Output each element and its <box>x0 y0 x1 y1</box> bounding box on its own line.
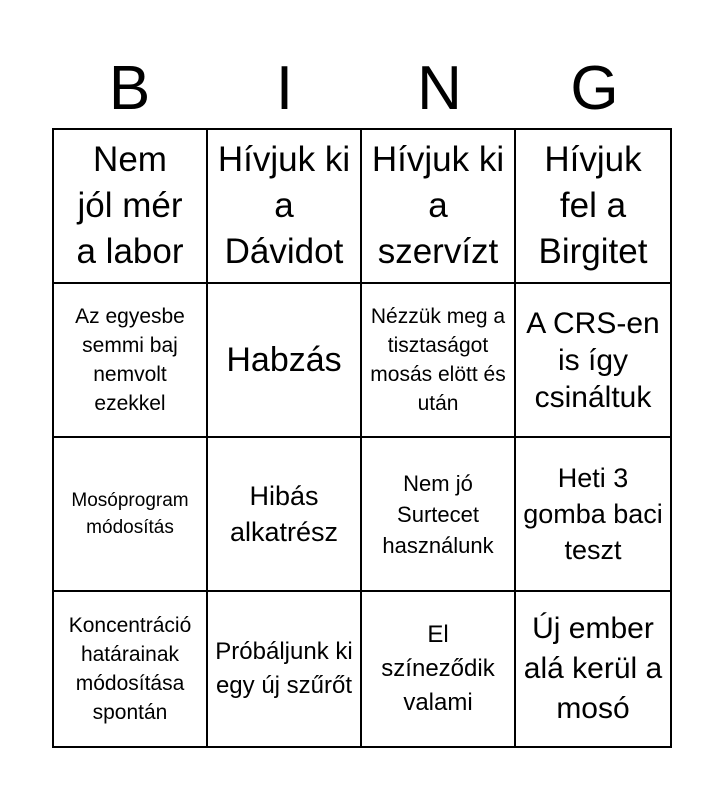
cell-text: Nem jól mér a labor <box>76 140 184 271</box>
cell-text: Hibás alkatrész <box>229 481 339 547</box>
bingo-cell-13[interactable] <box>54 592 208 746</box>
bingo-cell-8[interactable] <box>516 284 670 438</box>
bingo-cell-6[interactable] <box>208 284 362 438</box>
cell-text: Új ember alá kerül a mosó <box>523 612 663 725</box>
bingo-cell-14[interactable] <box>208 592 362 746</box>
header-letter-b: B <box>108 54 151 123</box>
cell-text: Heti 3 gomba baci teszt <box>523 463 663 565</box>
bingo-header <box>52 50 672 128</box>
bingo-cell-12[interactable] <box>516 438 670 592</box>
bingo-cell-16[interactable] <box>516 592 670 746</box>
bingo-cell-4[interactable] <box>516 130 670 284</box>
header-letter-n: N <box>417 54 462 123</box>
cell-text: Az egyesbe semmi baj nemvolt ezekkel <box>75 305 185 415</box>
cell-text: Habzás <box>226 341 342 379</box>
cell-text: Nem jó Surtecet használunk <box>382 470 494 558</box>
cell-text: Nézzük meg a tisztaságot mosás elött és után <box>370 305 506 415</box>
header-letter-i: I <box>275 54 294 123</box>
bingo-cell-10[interactable] <box>208 438 362 592</box>
bingo-cell-15[interactable] <box>362 592 516 746</box>
bingo-cell-3[interactable] <box>362 130 516 284</box>
cell-text: El színeződik valami <box>381 621 495 716</box>
bingo-cell-7[interactable] <box>362 284 516 438</box>
cell-text: Hívjuk fel a Birgitet <box>538 140 648 271</box>
cell-text: A CRS-en is így csináltuk <box>526 306 660 414</box>
bingo-cell-2[interactable] <box>208 130 362 284</box>
bingo-grid <box>52 128 672 748</box>
cell-text: Hívjuk ki a szervízt <box>371 140 505 271</box>
bingo-cell-5[interactable] <box>54 284 208 438</box>
cell-text: Koncentráció határainak módosítása spontán <box>68 614 192 724</box>
cell-text: Mosóprogram módosítás <box>71 490 189 538</box>
header-letter-g: G <box>570 54 619 123</box>
bingo-cell-1[interactable] <box>54 130 208 284</box>
bingo-cell-9[interactable] <box>54 438 208 592</box>
bingo-cell-11[interactable] <box>362 438 516 592</box>
cell-text: Hívjuk ki a Dávidot <box>217 140 351 271</box>
cell-text: Próbáljunk ki egy új szűrőt <box>215 638 353 699</box>
